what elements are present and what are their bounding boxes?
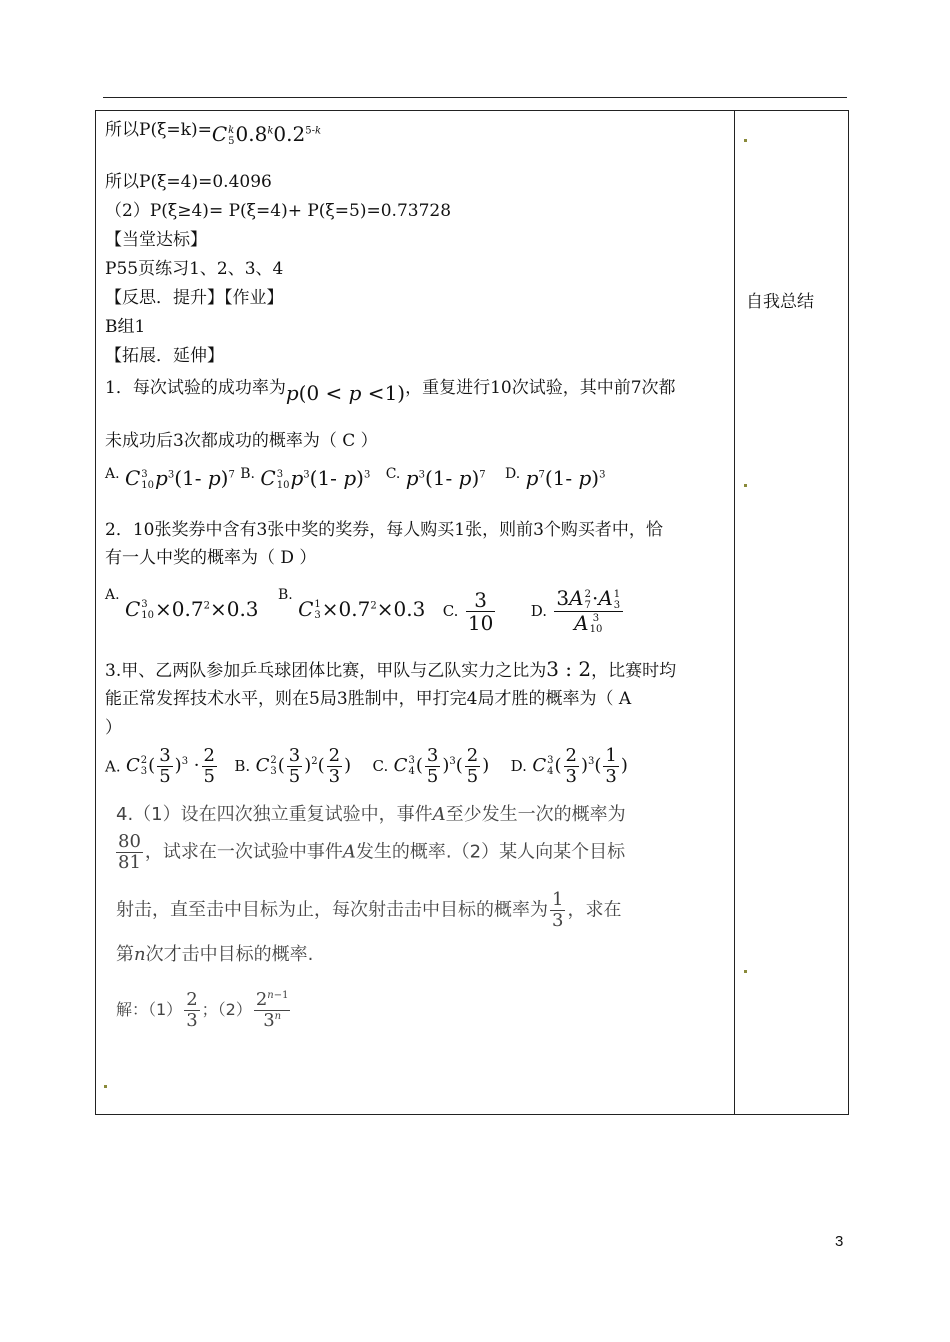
q4-text-a1: 4.（1）设在四次独立重复试验中，事件 <box>116 804 433 825</box>
q3-text-a: 3.甲、乙两队参加乒乓球团体比赛，甲队与乙队实力之比为 <box>105 661 547 681</box>
q4-text-d1: 第 <box>116 944 134 965</box>
question-3-line-2: 能正常发挥技术水平，则在5局3胜制中，甲打完4局才胜的概率为（ A <box>105 689 632 709</box>
column-divider <box>734 110 735 1115</box>
q1-option-d-label: D. <box>505 466 521 482</box>
q4-answer-2-fraction: $\frac{2^{n-1}}{3^n}$ <box>255 989 289 1031</box>
q2-option-b-label: B. <box>277 587 293 603</box>
q4-text-b2: 发生的概率.（2）某人向某个目标 <box>355 841 626 863</box>
q4-fraction-80-81: $\frac{80}{81}$ <box>118 831 141 873</box>
q3-option-c-label: C. <box>372 757 389 776</box>
q2-option-a-formula: C 3 10 $\times 0.7^2\times 0.3$ <box>124 596 259 621</box>
q1-option-d-formula: $p^7(1-$ p)$^3$ <box>525 466 606 490</box>
question-4-line-3 <box>116 890 621 931</box>
question-4-line-4: 第n次才击中目标的概率. <box>116 944 314 965</box>
question-2-options <box>105 587 625 635</box>
q4-fraction-1-3: $\frac{1}{3}$ <box>552 889 564 931</box>
header-rule <box>103 97 847 98</box>
line-group-b: B组1 <box>105 317 146 337</box>
self-summary-label: 自我总结 <box>746 292 814 312</box>
q3-option-b-formula: C 2 3 ( $\frac{3}{5}$ )$^2$( $\frac{2}{3}$ ) <box>255 745 352 787</box>
q4-text-d2: 次才击中目标的概率. <box>145 944 314 965</box>
question-2-line-1: 2．10张奖券中含有3张中奖的奖券，每人购买1张，则前3个购买者中，恰 <box>105 520 663 540</box>
q3-option-c-formula: C 3 4 ( $\frac{3}{5}$ )$^3$( $\frac{2}{5}$ ) <box>393 745 490 787</box>
q4-answer-1-fraction: $\frac{2}{3}$ <box>186 989 198 1031</box>
q2-option-a-label: A. <box>105 587 120 603</box>
q4-text-a2: 至少发生一次的概率为 <box>445 804 626 825</box>
question-3-line-3: ） <box>105 718 122 738</box>
question-1-line-2: 未成功后3次都成功的概率为（ C ） <box>105 431 378 451</box>
q3-option-d-label: D. <box>510 757 527 776</box>
marker-dot <box>104 1085 107 1088</box>
q4-text-b1: ，试求在一次试验中事件 <box>144 841 343 863</box>
marker-dot <box>744 139 747 142</box>
section-reflect-homework: 【反思．提升】【作业】 <box>105 288 284 308</box>
q4-answer-2-label: ；（2） <box>201 999 252 1019</box>
question-1-options <box>105 466 605 491</box>
formula-ratio: 3 : 2 <box>546 657 592 681</box>
page-number: 3 <box>835 1233 844 1250</box>
question-4-answer <box>116 990 292 1031</box>
q1-option-a-label: A. <box>105 466 120 482</box>
marker-dot <box>744 970 747 973</box>
q1-option-b-label: B. <box>240 466 256 482</box>
q2-option-d-label: D. <box>530 601 547 620</box>
q2-option-b-formula: C 1 3 $\times 0.7^2\times 0.3$ <box>298 596 426 621</box>
q3-option-a-label: A. <box>105 757 121 776</box>
line-1 <box>105 116 322 147</box>
q3-text-b: ，比赛时均 <box>591 661 677 681</box>
q1-text-a: 1．每次试验的成功率为 <box>105 378 286 398</box>
marker-dot <box>744 484 747 487</box>
q3-option-d-formula: C 3 4 ( $\frac{2}{3}$ )$^3$( $\frac{1}{3}$ ) <box>532 745 628 787</box>
q3-option-b-label: B. <box>234 757 251 776</box>
q1-option-c-formula: $p^3(1-$ p)$^7$ <box>405 466 486 490</box>
formula-binomial-pk: C k 5 0.8$^k$0.2$^{5-k}$ <box>211 122 322 147</box>
question-3-options <box>105 746 628 787</box>
q4-text-c2: ，求在 <box>567 899 622 921</box>
q2-option-d-fraction: 3A 2 7 ·A 1 3 A 3 10 <box>554 587 623 635</box>
q2-option-c-fraction: $\frac{3}{10}$ <box>467 587 494 635</box>
line-3: （2）P(ξ≥4)= P(ξ=4)+ P(ξ=5)=0.73728 <box>105 201 452 221</box>
question-1-line-1 <box>105 374 676 405</box>
line-practice-pages: P55页练习1、2、3、4 <box>105 259 284 279</box>
formula-p-range: p(0 < p <1) <box>285 381 406 405</box>
q4-answer-label: 解：（1） <box>116 999 183 1019</box>
line-1-prefix: 所以P(ξ=k)= <box>105 120 212 140</box>
q1-text-b: ，重复进行10次试验，其中前7次都 <box>405 378 676 398</box>
q1-option-c-label: C. <box>385 466 401 482</box>
question-4-line-2: $\frac{80}{81}$ ，试求在一次试验中事件A发生的概率.（2）某人向某个目标 <box>118 831 626 873</box>
question-2-line-2: 有一人中奖的概率为（ D ） <box>105 548 317 568</box>
section-practice: 【当堂达标】 <box>105 230 207 250</box>
question-4-line-1: 4.（1）设在四次独立重复试验中，事件A至少发生一次的概率为 <box>116 804 626 825</box>
question-3-line-1 <box>105 657 676 681</box>
q4-text-c1: 射击，直至击中目标为止，每次射击击中目标的概率为 <box>116 899 548 921</box>
q1-option-b-formula: C 3 10 $p^3(1-$ p)$^3$ <box>260 466 371 491</box>
q2-option-c-label: C. <box>442 601 459 620</box>
q1-option-a-formula: C 3 10 $p^3(1-$ p)$^7$ <box>124 466 235 491</box>
section-extension: 【拓展．延伸】 <box>105 346 224 366</box>
line-2: 所以P(ξ=4)=0.4096 <box>105 172 272 192</box>
q3-option-a-formula: C 2 3 ( $\frac{3}{5}$ )$^3$ · $\frac{2}{5}$ <box>126 745 215 787</box>
